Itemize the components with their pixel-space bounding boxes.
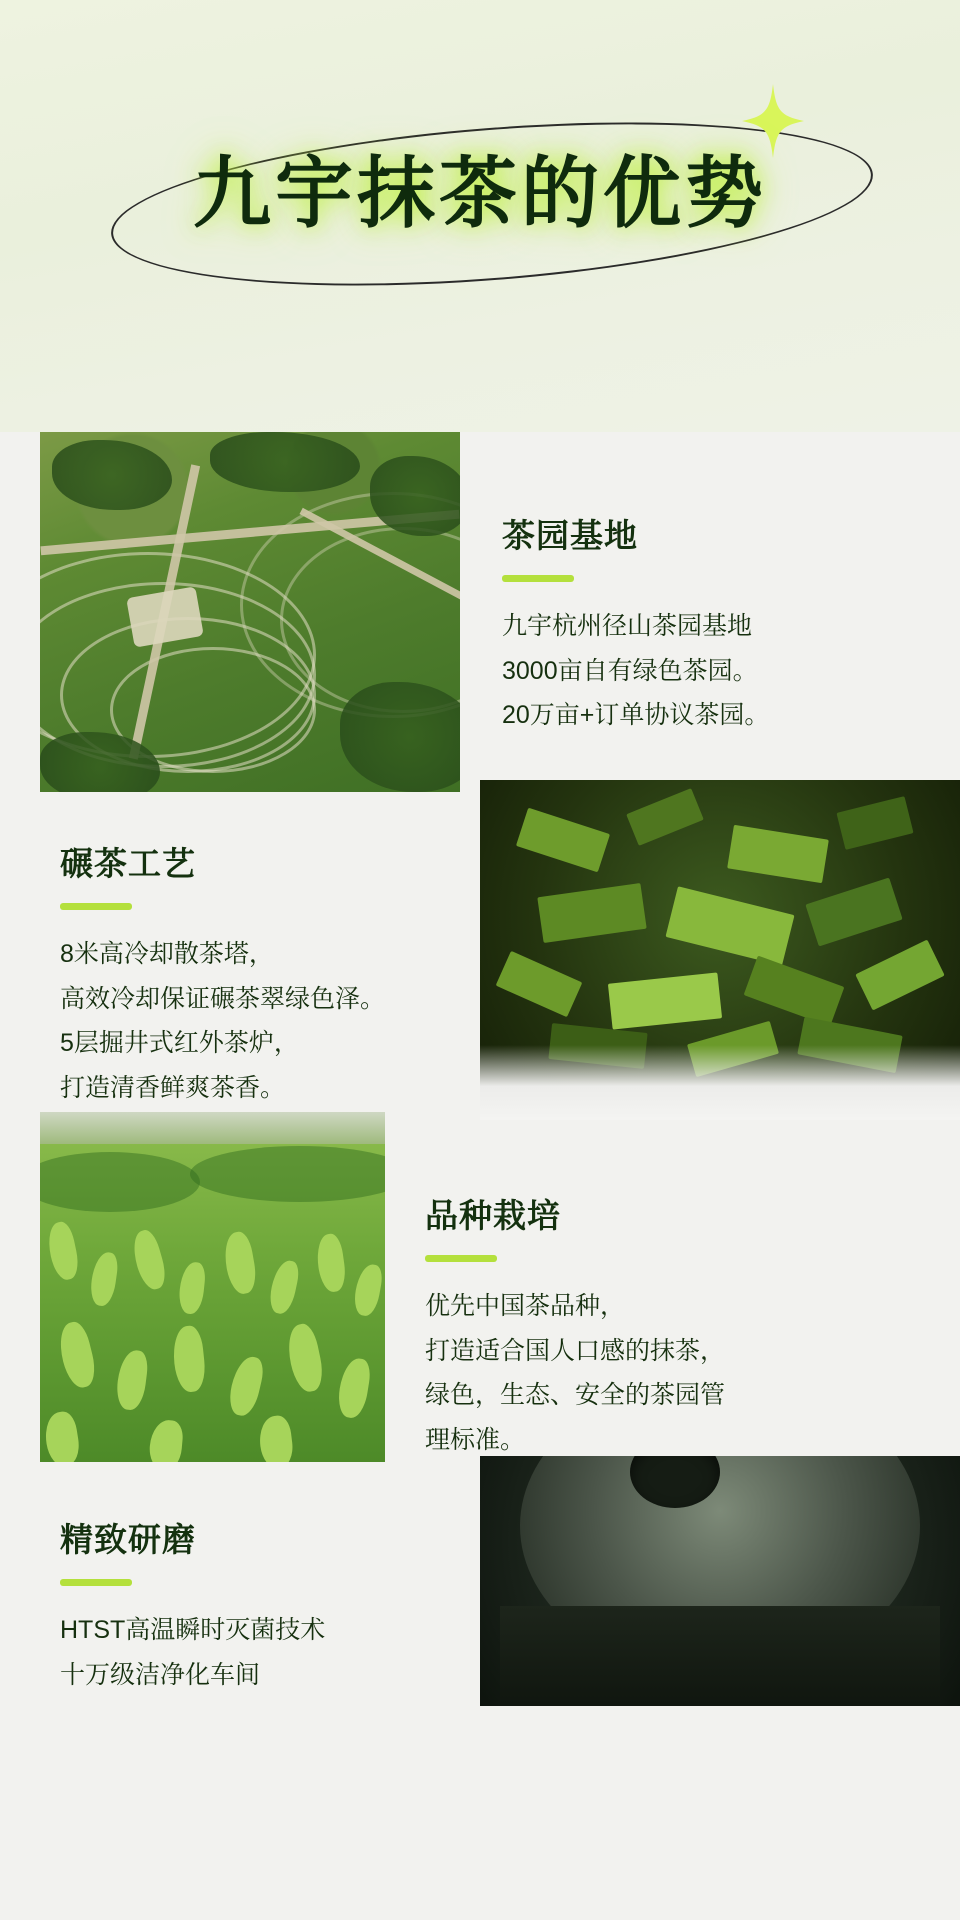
body-line: 8米高冷却散茶塔， xyxy=(60,940,274,968)
page-title: 九宇抹茶的优势 xyxy=(192,149,767,237)
section-text-cultivar-cultivation xyxy=(385,1112,960,1462)
section-text-tencha-process xyxy=(0,780,480,1120)
section-text-tea-garden-base xyxy=(460,432,960,792)
accent-rule xyxy=(60,903,132,910)
section-body xyxy=(502,604,926,738)
accent-rule xyxy=(502,575,574,582)
leaves-photo-art xyxy=(480,780,960,1120)
section-title: 碾茶工艺 xyxy=(60,845,196,882)
section-title: 茶园基地 xyxy=(502,517,638,554)
mill-photo-art xyxy=(480,1456,960,1706)
section-body xyxy=(60,1608,446,1697)
stone-mill-grinder-photo xyxy=(480,1456,960,1706)
body-line: 5层掘井式红外茶炉， xyxy=(60,1029,299,1057)
body-line: 3000亩自有绿色茶园。 xyxy=(502,656,758,685)
body-line: 20万亩+订单协议茶园。 xyxy=(502,701,770,729)
section-tea-garden-base xyxy=(0,432,960,792)
bush-photo-art xyxy=(40,1112,385,1462)
tea-bush-field-photo xyxy=(40,1112,385,1462)
accent-rule xyxy=(60,1579,132,1586)
section-text-fine-grinding xyxy=(0,1456,480,1706)
section-body xyxy=(425,1284,926,1462)
bottom-spacer xyxy=(0,1706,960,1746)
section-body xyxy=(60,932,446,1110)
body-line: 打造清香鲜爽茶香。 xyxy=(60,1073,286,1102)
body-line: 高效冷却保证碾茶翠绿色泽。 xyxy=(60,984,386,1013)
section-cultivar-cultivation xyxy=(0,1112,960,1462)
header-inner xyxy=(0,0,960,300)
page-header xyxy=(0,0,960,432)
section-title: 精致研磨 xyxy=(60,1521,196,1558)
sparkle-icon xyxy=(742,84,804,158)
body-line: 优先中国茶品种， xyxy=(425,1292,626,1320)
aerial-tea-plantation-photo xyxy=(40,432,460,792)
section-title: 品种栽培 xyxy=(425,1197,561,1234)
aerial-photo-art xyxy=(40,432,460,792)
content-sections xyxy=(0,432,960,1746)
body-line: 理标准。 xyxy=(425,1425,526,1454)
chopped-tea-leaves-photo xyxy=(480,780,960,1120)
body-line: HTST高温瞬时灭菌技术 xyxy=(60,1616,326,1644)
section-tencha-process xyxy=(0,780,960,1120)
body-line: 绿色，生态、安全的茶园管 xyxy=(425,1381,726,1409)
section-fine-grinding xyxy=(0,1456,960,1706)
body-line: 九宇杭州径山茶园基地 xyxy=(502,612,753,640)
body-line: 十万级洁净化车间 xyxy=(60,1660,261,1689)
body-line: 打造适合国人口感的抹茶， xyxy=(425,1336,726,1365)
accent-rule xyxy=(425,1255,497,1262)
